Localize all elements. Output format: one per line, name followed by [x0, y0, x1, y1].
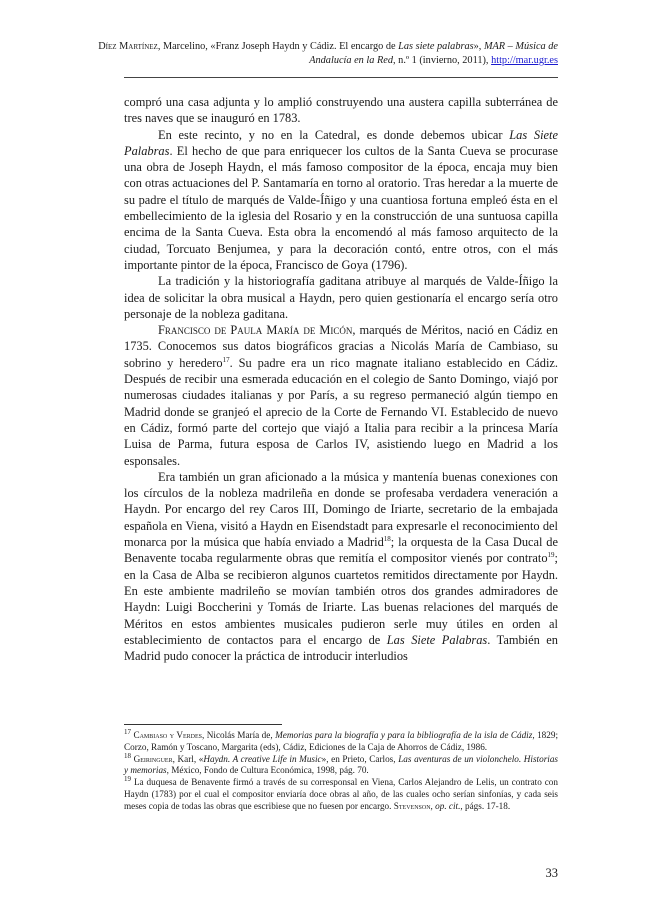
header-author: Díez Martínez — [98, 41, 158, 52]
footnote-author: Cambiaso y Verdes — [133, 730, 202, 740]
paragraph-1-text: compró una casa adjunta y lo amplió construyendo una austera capilla subterránea de tres naves que se inauguró en 1783. — [124, 95, 558, 126]
footnote-title: Las aventuras de un violonchelo. Historias y memorias — [124, 753, 558, 776]
footnote-title: op. cit. — [435, 800, 461, 811]
header-issue: , n.º 1 (invierno, 2011), — [393, 55, 492, 66]
paragraph-2-work-title: Las Siete Palabras — [124, 127, 558, 158]
header-url-link[interactable]: http://mar.ugr.es — [491, 55, 558, 66]
header-rule — [124, 77, 558, 78]
footnote-text: , Nicolás María de, — [202, 730, 276, 740]
header-article-italic: Las siete palabras — [398, 41, 474, 52]
page-number: 33 — [545, 866, 558, 880]
footnote-author: Geiringuer — [133, 753, 173, 764]
paragraph-5-work-title: Las Siete Palabras — [386, 632, 488, 647]
header-journal: MAR – Música de Andalucía en la Red — [309, 41, 558, 66]
footnote-text: , Karl, « — [172, 753, 204, 764]
paragraph-5-text-b: ; la orquesta de la Casa Ducal de Benavente tocaba regularmente obras que remitía el compositor vienés por contrato — [124, 535, 558, 566]
footnote-text: , — [430, 800, 436, 811]
footnote-text: La duquesa de Benavente firmó a través de su corresponsal en Viena, Carlos Alejandro de Lelis, un contrato con Haydn (1783) por el cual el compositor enviaría doce obras al año, de las cuales ocho serían sinfonías, y cada seis meses copia de todas las obras que escribiese que no fuesen por encargo. — [124, 777, 558, 811]
paragraph-4-text-a: , marqués de Méritos, nació en Cádiz en 1735. Conocemos sus datos biográficos gracias a Nicolás María de Cambiaso, su sobrino y heredero — [124, 323, 558, 370]
footnote-ref-19[interactable]: 19 — [547, 551, 555, 560]
paragraph-5-text-c: ; en la Casa de Alba se recibieron algunos cuartetos remitidos directamente por Haydn. En este ambiente madrileño se movían también otros dos grandes admiradores de Haydn: Luigi Boccherini y Tomás de Iriarte. Las buenas relaciones del marqués de Méritos en estos ambientes musicales pudieron serle muy útiles en orden al establecimiento de contactos para el encargo de — [124, 551, 558, 647]
paragraph-5-text-a: Era también un gran aficionado a la música y mantenía buenas conexiones con los círculos de la nobleza madrileña en donde se profesaba verdadera veneración a Haydn. Por encargo del rey Caros III, Domingo de Iriarte, secretario de la embajada española en Viena, visitó a Haydn en Eisendstadt para expresarle el reconocimiento del monarca por la música que había enviado a Madrid — [124, 469, 558, 550]
paragraph-4-text-b: . Su padre era un rico magnate italiano establecido en Cádiz. Después de recibir una esmerada educación en el colegio de Santo Domingo, viajó por numerosas ciudades italianas y por París, a su regreso permaneció algún tiempo en Madrid donde se granjeó el aprecio de la Corte de Fernando VI. Establecido de nuevo en Cádiz, formó parte del cortejo que viajó a Italia para recibir a la princesa María Luisa de Parma, futura esposa de Carlos IV, asistiendo luego en Madrid a los esponsales. — [124, 355, 559, 468]
footnote-title: Memorias para la biografía y para la bibliografía de la isla de Cádiz — [275, 730, 533, 740]
paragraph-5-text-e: . También en Madrid pudo conocer la práctica de introducir interludios — [124, 632, 559, 664]
footnote-19 — [124, 777, 558, 812]
footnote-number: 18 — [124, 751, 131, 760]
footnote-17 — [124, 727, 558, 754]
paragraph-2 — [124, 127, 558, 274]
header-author-suffix: , Marcelino, « — [157, 41, 216, 52]
paragraph-5 — [124, 469, 558, 665]
paragraph-3 — [124, 273, 558, 322]
paragraph-1 — [124, 94, 558, 127]
paragraph-4 — [124, 322, 558, 469]
paragraph-3-text: La tradición y la historiografía gaditana atribuye al marqués de Valde-Íñigo la idea de solicitar la obra musical a Haydn, pero quien gestionaría el encargo sería otro personaje de la nobleza gaditana. — [124, 274, 558, 321]
main-text — [124, 94, 558, 664]
paragraph-4-name: Francisco de Paula María de Micón — [158, 323, 353, 338]
footnote-ref-17[interactable]: 17 — [222, 355, 230, 364]
header-after-article: », — [473, 41, 484, 52]
footnote-text: , México, Fondo de Cultura Económica, 1998, pág. 70. — [166, 765, 369, 776]
footnote-author: Stevenson — [393, 800, 431, 811]
footnote-18 — [124, 751, 558, 778]
footnote-ref-18[interactable]: 18 — [383, 534, 391, 543]
footnote-text: , 1829; Corzo, Ramón y Toscano, Margarita (eds), Cádiz, Ediciones de la Caja de Ahorros de Cádiz, 1986. — [124, 730, 558, 752]
header-article-title: Franz Joseph Haydn y Cádiz. El encargo de — [215, 41, 399, 52]
footnote-number: 19 — [124, 775, 131, 784]
paragraph-2-text-c: . El hecho de que para enriquecer los cultos de la Santa Cueva se procurase una obra de Joseph Haydn, el más famoso compositor de la época, encaja muy bien con otras actuaciones del P. Santamaría en torno al oratorio. Tras heredar a la muerte de su padre el título de marqués de Valde-Íñigo y una cuantiosa fortuna empleó ésta en el embellecimiento de la iglesia del Rosario y en la construcción de una suntuosa capilla encima de la Santa Cueva. Esta obra la encomendó al más famoso arquitecto de la ciudad, Torcuato Benjumea, y para la decoración contó, entre otros, con el más importante pintor de la época, Francisco de Goya (1796). — [124, 143, 558, 272]
footnote-text: », en Prieto, Carlos, — [321, 753, 399, 764]
footnotes — [124, 727, 558, 813]
running-header — [98, 40, 558, 68]
paragraph-2-text-a: En este recinto, y no en la Catedral, es donde debemos ubicar — [158, 127, 510, 142]
footnote-number: 17 — [124, 727, 131, 736]
footnote-title: Haydn. A creative Life in Music — [203, 753, 322, 764]
footnote-text: , págs. 17-18. — [460, 800, 511, 811]
footnote-rule — [124, 724, 282, 725]
